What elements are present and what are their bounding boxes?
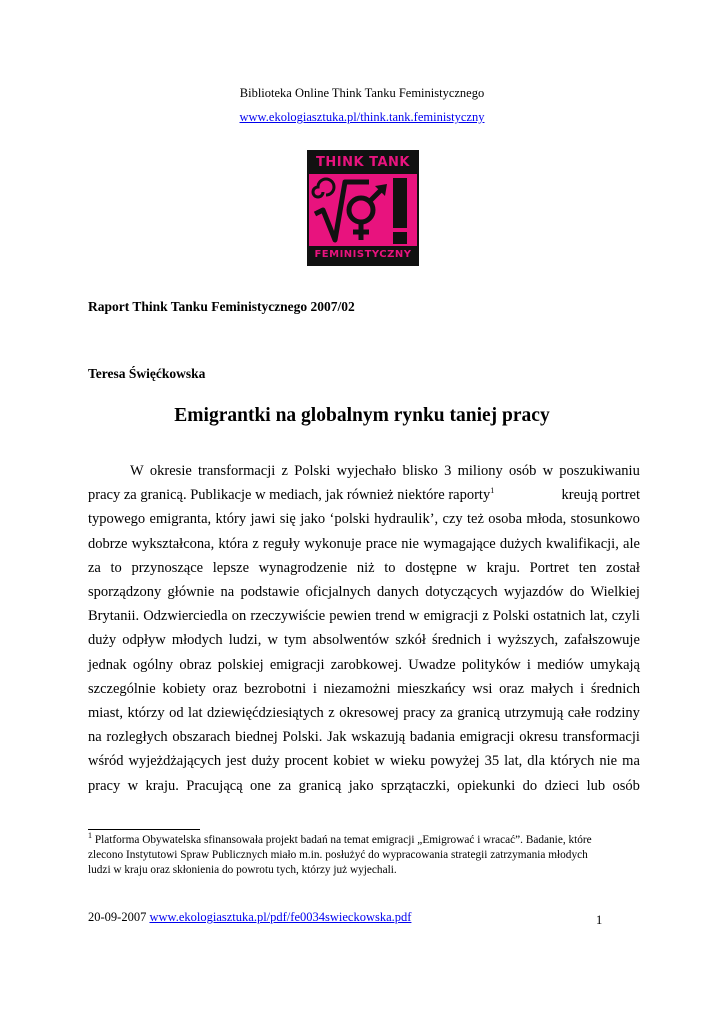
body-word: one — [250, 777, 271, 794]
body-word: utrzymują — [504, 705, 564, 721]
body-word: kobiet — [333, 753, 370, 770]
body-word: i — [580, 680, 585, 697]
body-word: stosunkowo — [570, 511, 640, 528]
body-line — [88, 705, 640, 722]
body-word: rozległych — [106, 729, 168, 746]
footnote-line-3: ludzi w kraju oraz skłonienia do powrotu tych, którzy już wyjechali. — [88, 864, 397, 876]
body-word: za — [88, 559, 101, 576]
author-name: Teresa Święćkowska — [88, 366, 206, 381]
body-word: Polski. — [282, 729, 323, 746]
body-word: obraz — [179, 656, 212, 673]
body-word: czy — [442, 511, 463, 528]
body-word: ma — [622, 753, 640, 770]
footnote-number: 1 — [88, 831, 92, 841]
body-word: Brytanii. — [88, 608, 140, 625]
body-word: on — [231, 608, 247, 625]
body-word: pracy — [403, 705, 436, 721]
body-word: osoba — [488, 511, 523, 528]
body-line — [88, 608, 640, 625]
body-word: umykają — [590, 656, 640, 673]
footer-left — [88, 910, 411, 925]
body-word: kobiety — [162, 680, 206, 697]
body-word: dla — [527, 753, 546, 770]
body-word: okresu — [519, 729, 558, 746]
body-word: wynagrodzenie — [258, 559, 348, 576]
body-line — [130, 463, 640, 480]
body-word: do — [522, 777, 538, 794]
body-word: nie — [599, 753, 618, 770]
body-word: osób — [508, 463, 537, 479]
body-word: obszarach — [172, 729, 231, 746]
body-word: podstawie — [240, 584, 300, 600]
body-word: duży — [88, 632, 117, 649]
body-word: miliony — [457, 463, 503, 479]
body-word: jawi — [250, 511, 276, 528]
body-word: W — [130, 463, 144, 479]
body-word: w — [267, 632, 278, 649]
body-word: oraz — [212, 680, 238, 697]
library-url-wrap — [0, 110, 724, 125]
body-word: których — [550, 753, 595, 770]
footer-url-link[interactable]: www.ekologiasztuka.pl/pdf/fe0034swieckowska.pdf — [149, 910, 412, 924]
footnote-line-2: zlecono Instytutowi Spraw Publicznych miało m.in. posłużyć do wypracowania strategii zatrzymania młodych — [88, 849, 588, 861]
body-word: rodziny — [595, 705, 640, 721]
think-tank-logo — [307, 150, 419, 266]
body-word: wyższych, — [497, 632, 559, 649]
body-word: granicą — [298, 777, 342, 794]
body-word: niż — [356, 559, 375, 576]
body-word: 3 — [444, 463, 452, 479]
body-word: od — [169, 705, 184, 721]
body-word: czyli — [611, 608, 640, 625]
library-url-link[interactable]: www.ekologiasztuka.pl/think.tank.feministyczny — [239, 110, 485, 124]
body-word: dziewięćdziesiątych — [207, 705, 324, 721]
body-line — [88, 511, 640, 528]
body-word: wieku — [389, 753, 426, 770]
report-label: Raport Think Tanku Feministycznego 2007/02 — [88, 299, 355, 314]
body-word: lat, — [504, 753, 523, 770]
body-word: dotyczących — [425, 584, 498, 600]
body-word: jest — [226, 753, 247, 770]
logo-top-text: THINK TANK — [309, 152, 417, 174]
body-word: wyjeżdżających — [128, 753, 222, 770]
body-word: i — [526, 656, 531, 673]
body-word: rzeczywiście — [250, 608, 326, 625]
body-word: reguły — [263, 535, 301, 552]
body-word: emigracji — [423, 608, 479, 625]
body-word: okresie — [149, 463, 192, 479]
body-word: transformacji — [562, 729, 640, 746]
body-word: i — [487, 632, 492, 649]
body-word: typowego — [88, 511, 146, 528]
body-word: osób — [612, 777, 640, 794]
body-word: ostatnich — [533, 608, 586, 625]
document-title: Emigrantki na globalnym rynku taniej pracy — [174, 405, 550, 426]
body-word: dzieci — [544, 777, 580, 794]
body-word: granicą — [457, 705, 500, 721]
body-word: to — [384, 559, 396, 576]
body-word: wskazują — [351, 729, 406, 746]
body-word: szczególnie — [88, 680, 156, 697]
body-word: oraz — [499, 680, 525, 697]
body-word: wykonuje — [304, 535, 362, 552]
body-line — [88, 560, 640, 577]
body-word: z — [328, 705, 335, 721]
body-word: transformacji — [198, 463, 276, 479]
body-word: z — [482, 608, 489, 625]
body-word: wykształcona, — [131, 535, 215, 552]
body-word: ten — [578, 559, 597, 576]
library-name: Biblioteka Online Think Tanku Feministycznego — [239, 86, 485, 100]
body-word: całe — [567, 705, 592, 721]
body-word: przynoszące — [131, 559, 204, 576]
body-word: młodych — [171, 632, 223, 649]
body-word: tym — [284, 632, 307, 649]
body-line — [88, 657, 640, 674]
body-word: emigracji — [459, 729, 515, 746]
footer-date: 20-09-2007 — [88, 910, 147, 924]
footnote-line-1 — [88, 831, 648, 846]
body-word: lepsze — [212, 559, 250, 576]
body-word: Odzwierciedla — [143, 608, 228, 625]
body-word: wśród — [88, 753, 124, 770]
body-word: danych — [377, 584, 419, 600]
body-line — [88, 536, 640, 553]
body-word: pracy — [88, 777, 121, 794]
body-line — [88, 681, 640, 698]
body-word: został — [606, 559, 640, 576]
body-word: ludzi, — [228, 632, 262, 649]
body-word: zafałszowuje — [564, 632, 640, 649]
body-word: szkół — [395, 632, 426, 649]
body-word: lat, — [589, 608, 608, 625]
body-word: prace — [365, 535, 398, 552]
body-word: procent — [284, 753, 329, 770]
body-word: na — [88, 729, 102, 746]
body-word: dużych — [499, 535, 542, 552]
footnote-divider — [88, 829, 200, 830]
body-word: blisko — [402, 463, 438, 479]
body-line-text: pracy za granicą. Publikacje w mediach, jak również niektóre raporty — [88, 487, 491, 504]
body-word: Wielkiej — [590, 584, 640, 600]
body-word: mieszkańcy — [397, 680, 466, 697]
body-word: Jak — [327, 729, 347, 746]
body-word: ogólny — [132, 656, 174, 673]
footnote-text-1: Platforma Obywatelska sfinansowała projekt badań na temat emigracji „Emigrować i wracać”. Badanie, które — [92, 834, 592, 846]
body-word: która — [218, 535, 249, 552]
body-word: okresowej — [339, 705, 399, 721]
body-word: nie — [401, 535, 419, 552]
body-word: opiekunki — [457, 777, 516, 794]
body-word: się — [279, 511, 296, 528]
body-line — [88, 632, 640, 649]
body-word: wsi — [472, 680, 493, 697]
body-word: wymagające — [423, 535, 496, 552]
body-line — [88, 729, 640, 746]
body-word: 35 — [484, 753, 500, 770]
body-word: w — [127, 777, 139, 794]
body-word: za — [439, 705, 453, 721]
body-word: pewien — [329, 608, 372, 625]
body-word: w — [542, 463, 554, 479]
body-word: sporządzony — [88, 584, 162, 600]
body-word: w — [409, 608, 420, 625]
body-word: emigracji — [269, 656, 325, 673]
body-word: z — [281, 463, 288, 479]
body-word: za — [278, 777, 292, 794]
body-word: młoda, — [526, 511, 567, 528]
body-word: kraju. — [145, 777, 179, 794]
body-word: Portret — [529, 559, 570, 576]
body-word: Polski — [492, 608, 530, 625]
body-line-segment — [88, 487, 494, 504]
body-word: wyjazdów — [503, 584, 564, 600]
body-word: polskiej — [217, 656, 264, 673]
body-word: odpływ — [122, 632, 166, 649]
body-word: i — [312, 680, 317, 697]
body-word: wyjechało — [336, 463, 397, 479]
body-word: bezrobotni — [244, 680, 307, 697]
body-word: głównie — [167, 584, 215, 600]
body-word: lub — [586, 777, 606, 794]
body-line-tail: kreują portret — [561, 487, 640, 504]
body-word: absolwentów — [312, 632, 390, 649]
body-word: jednak — [88, 656, 127, 673]
body-word: emigranta, — [149, 511, 212, 528]
body-word: który — [215, 511, 247, 528]
body-word: miast, — [88, 705, 124, 721]
body-word: kwalifikacji, — [545, 535, 619, 552]
body-word: polityków — [461, 656, 521, 673]
body-word: trend — [375, 608, 405, 625]
body-word: mediów — [537, 656, 584, 673]
body-word: średnich — [590, 680, 640, 697]
body-word: biednej — [235, 729, 278, 746]
body-word: oficjalnych — [305, 584, 371, 600]
body-word: w — [374, 753, 385, 770]
body-word: jako — [348, 777, 374, 794]
body-word: lat — [188, 705, 203, 721]
body-word: sprzątaczki, — [381, 777, 450, 794]
body-word: ale — [623, 535, 640, 552]
body-line — [88, 584, 640, 601]
logo-bottom-text: FEMINISTYCZNY — [309, 246, 417, 264]
body-word: którzy — [127, 705, 165, 721]
body-word: jako — [300, 511, 326, 528]
body-word: powyżej — [430, 753, 480, 770]
logo-emblem-icon — [309, 174, 417, 248]
body-word: małych — [530, 680, 574, 697]
body-word: ‘polski — [329, 511, 370, 528]
body-word: badania — [409, 729, 455, 746]
body-word: duży — [251, 753, 280, 770]
body-word: dostępne — [405, 559, 457, 576]
body-word: kraju. — [486, 559, 520, 576]
body-word: Uwadze — [408, 656, 456, 673]
body-word: poszukiwaniu — [559, 463, 640, 479]
body-word: niezamożni — [323, 680, 391, 697]
body-word: to — [110, 559, 122, 576]
body-word: dobrze — [88, 535, 128, 552]
body-word: średnich — [431, 632, 482, 649]
body-word: Polski — [294, 463, 331, 479]
body-word: Pracującą — [186, 777, 243, 794]
body-word: z — [252, 535, 259, 552]
body-word: hydraulik’, — [374, 511, 439, 528]
body-line — [88, 778, 640, 795]
body-word: do — [569, 584, 585, 600]
body-word: zarobkowej. — [330, 656, 403, 673]
page-number: 1 — [596, 913, 603, 927]
body-word: na — [220, 584, 235, 600]
body-line — [88, 487, 640, 504]
body-line — [88, 753, 640, 770]
body-word: w — [466, 559, 477, 576]
body-word: też — [466, 511, 484, 528]
footnote-reference[interactable]: 1 — [490, 486, 495, 496]
